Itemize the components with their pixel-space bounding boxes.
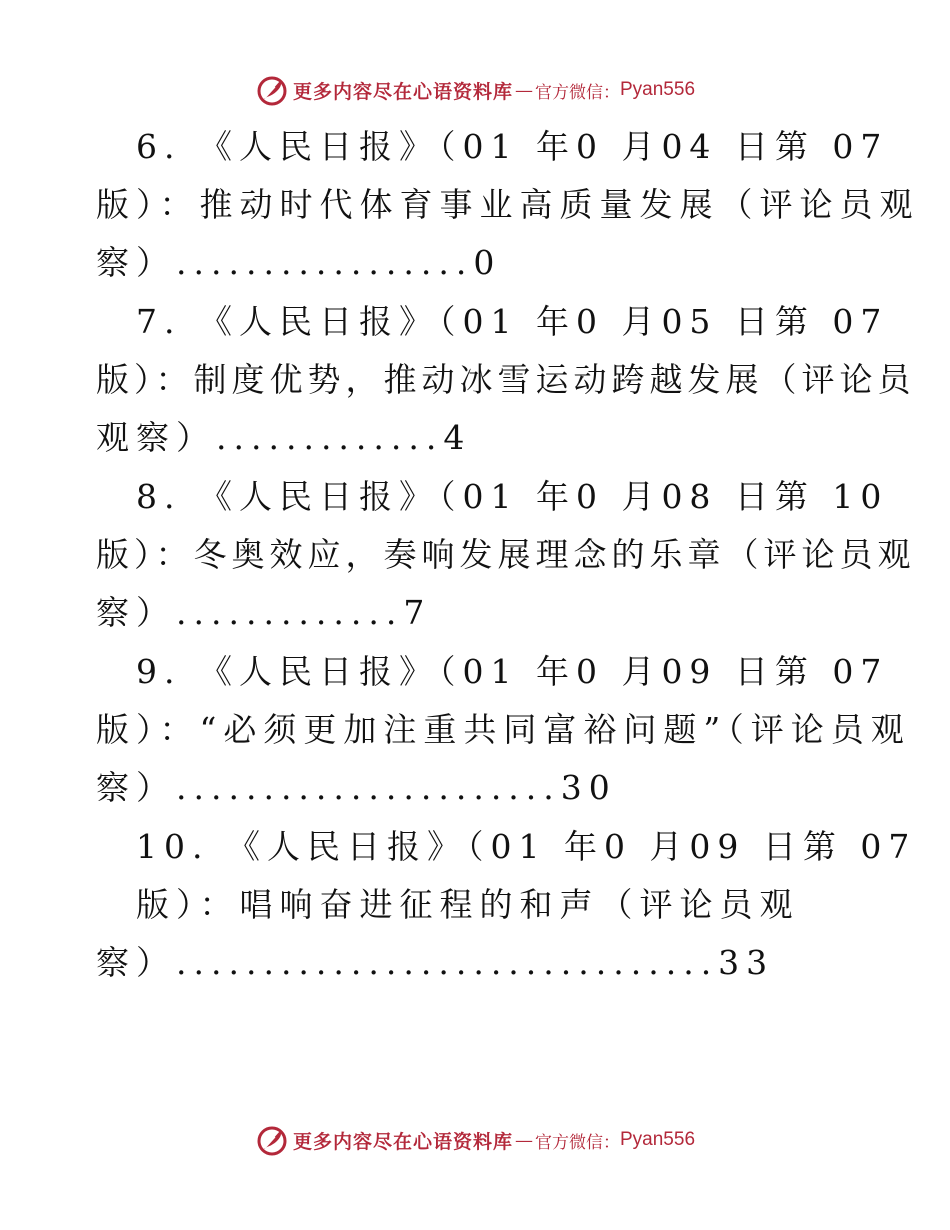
toc-entry-7-line-3[interactable]: 观察）.............4 [96, 418, 472, 457]
watermark-main-text: 更多内容尽在心语资料库 [292, 80, 513, 103]
watermark-main-text: 更多内容尽在心语资料库 [292, 1130, 513, 1153]
toc-entry-8-line-2[interactable]: 版）：冬奥效应，奏响发展理念的乐章（评论员观 [96, 535, 916, 574]
toc-entry-10-line-2[interactable]: 版）：唱响奋进征程的和声（评论员观 [136, 885, 800, 924]
toc-entry-10-line-1[interactable]: 10. 《人民日报》（01 年0 月09 日第 07 [136, 827, 917, 866]
watermark-separator: — [515, 79, 533, 101]
toc-entry-7-line-1[interactable]: 7. 《人民日报》（01 年0 月05 日第 07 [136, 302, 889, 341]
toc-entry-7-line-2[interactable]: 版）：制度优势，推动冰雪运动跨越发展（评论员 [96, 360, 916, 399]
toc-entry-9-line-1[interactable]: 9. 《人民日报》（01 年0 月09 日第 07 [136, 652, 889, 691]
footer-watermark [0, 1120, 950, 1160]
toc-entry-8-line-3[interactable]: 察）.............7 [96, 593, 432, 632]
watermark-separator: — [515, 1129, 533, 1151]
watermark-wechat-id: Pyan556 [620, 79, 696, 100]
toc-entry-9-line-2[interactable]: 版）：“必须更加注重共同富裕问题”（评论员观 [96, 710, 911, 749]
toc-entry-6-line-3[interactable]: 察）.................0 [96, 243, 502, 282]
header-watermark [0, 70, 950, 110]
toc-entry-10-line-3[interactable]: 察）...............................33 [96, 943, 775, 982]
toc-entry-8-line-1[interactable]: 8. 《人民日报》（01 年0 月08 日第 10 [136, 477, 889, 516]
watermark-wechat-label: 官方微信： [535, 1132, 620, 1153]
feather-logo-icon [255, 1123, 289, 1157]
feather-logo-icon [255, 73, 289, 107]
watermark-wechat-id: Pyan556 [620, 1129, 696, 1150]
toc-entry-6-line-2[interactable]: 版）：推动时代体育事业高质量发展（评论员观 [96, 185, 920, 224]
toc-entry-9-line-3[interactable]: 察）......................30 [96, 768, 617, 807]
toc-entry-6-line-1[interactable]: 6. 《人民日报》（01 年0 月04 日第 07 [136, 127, 889, 166]
watermark-wechat-label: 官方微信： [535, 82, 620, 103]
